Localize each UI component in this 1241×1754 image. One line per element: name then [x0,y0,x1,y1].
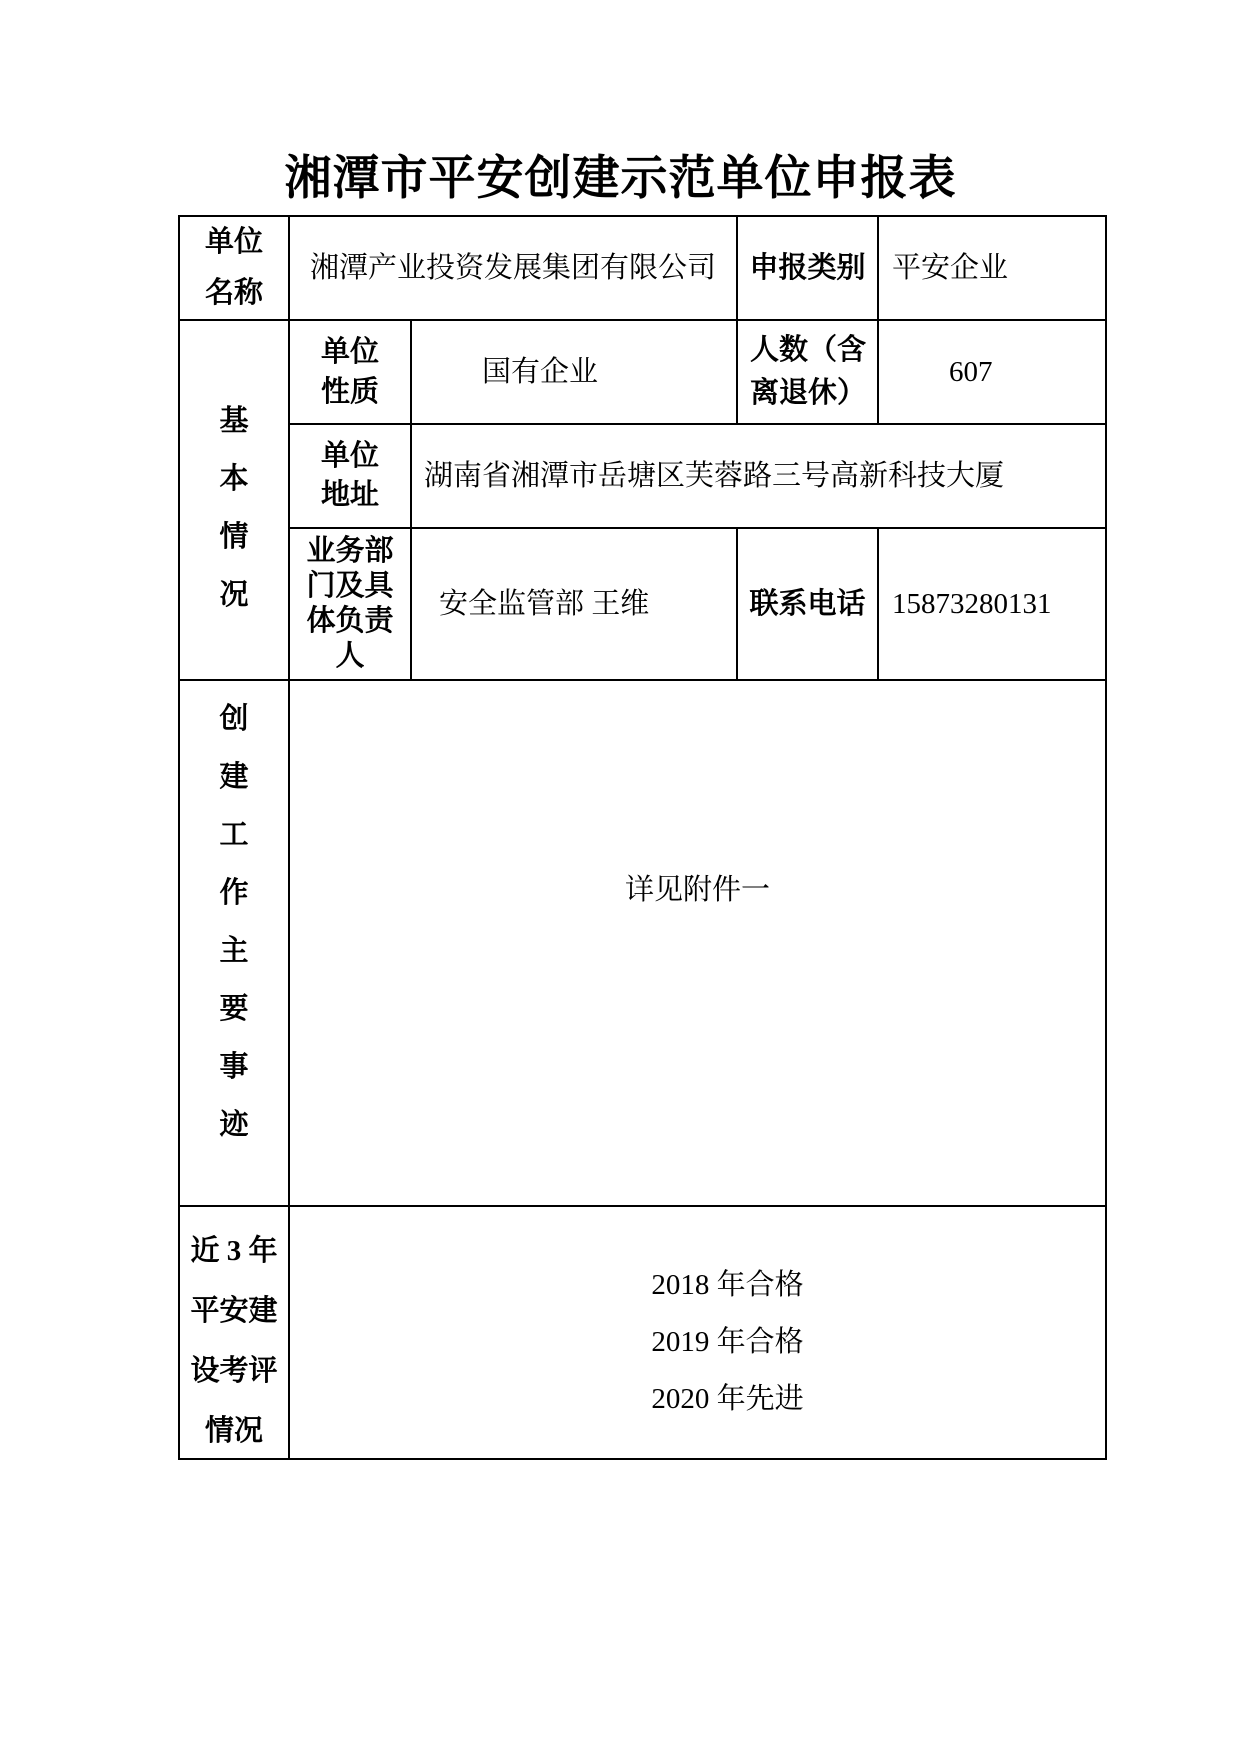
unit-name-label [180,217,290,321]
unit-address-label-line: 单位 [320,440,379,472]
unit-nature-label-line: 性质 [320,376,379,408]
application-form-table [178,215,1107,1460]
achievements-char: 创 [219,703,249,735]
unit-name-value: 湘潭产业投资发展集团有限公司 [290,217,738,321]
evaluation-label-line: 设考评 [190,1355,278,1387]
unit-nature-value: 国有企业 [412,321,738,425]
headcount-label-line: 离退休） [750,377,867,409]
achievements-char: 工 [219,819,249,851]
headcount-label [738,321,879,425]
achievements-char: 要 [219,993,249,1025]
basic-info-char: 本 [219,463,249,495]
phone-label: 联系电话 [738,529,879,681]
unit-address-label-line: 地址 [320,479,379,511]
evaluation-label-line: 情况 [204,1415,263,1447]
basic-info-char: 基 [219,405,249,437]
department-label-line: 业务部 [306,535,394,567]
basic-info-char: 况 [219,579,249,611]
department-label-line: 体负责 [306,605,394,637]
basic-info-label [180,321,290,681]
headcount-label-line: 人数（含 [750,334,867,366]
phone-value: 15873280131 [879,529,1107,681]
department-label-line: 人 [335,640,365,672]
evaluation-year-result: 2018 年合格 [651,1269,804,1301]
achievements-char: 事 [219,1051,249,1083]
department-label-line: 门及具 [306,570,394,602]
unit-address-label [290,425,412,529]
achievements-value: 详见附件一 [290,681,1107,1207]
evaluation-label [180,1207,290,1460]
evaluation-value [290,1207,1107,1460]
evaluation-label-line: 近 3 年 [190,1235,278,1267]
apply-category-label: 申报类别 [738,217,879,321]
unit-name-label-line: 单位 [204,226,263,258]
apply-category-value: 平安企业 [879,217,1107,321]
achievements-char: 主 [219,935,249,967]
evaluation-label-line: 平安建 [190,1295,278,1327]
unit-name-label-line: 名称 [204,277,263,309]
unit-nature-label-line: 单位 [320,336,379,368]
page-title: 湘潭市平安创建示范单位申报表 [284,151,957,204]
department-label [290,529,412,681]
evaluation-year-result: 2019 年合格 [651,1326,804,1358]
achievements-char: 作 [219,877,249,909]
achievements-char: 迹 [219,1109,249,1141]
unit-address-value: 湖南省湘潭市岳塘区芙蓉路三号高新科技大厦 [412,425,1107,529]
headcount-value: 607 [879,321,1107,425]
achievements-label [180,681,290,1207]
department-value: 安全监管部 王维 [412,529,738,681]
unit-nature-label [290,321,412,425]
achievements-char: 建 [219,761,249,793]
basic-info-char: 情 [219,521,249,553]
evaluation-year-result: 2020 年先进 [651,1383,804,1415]
